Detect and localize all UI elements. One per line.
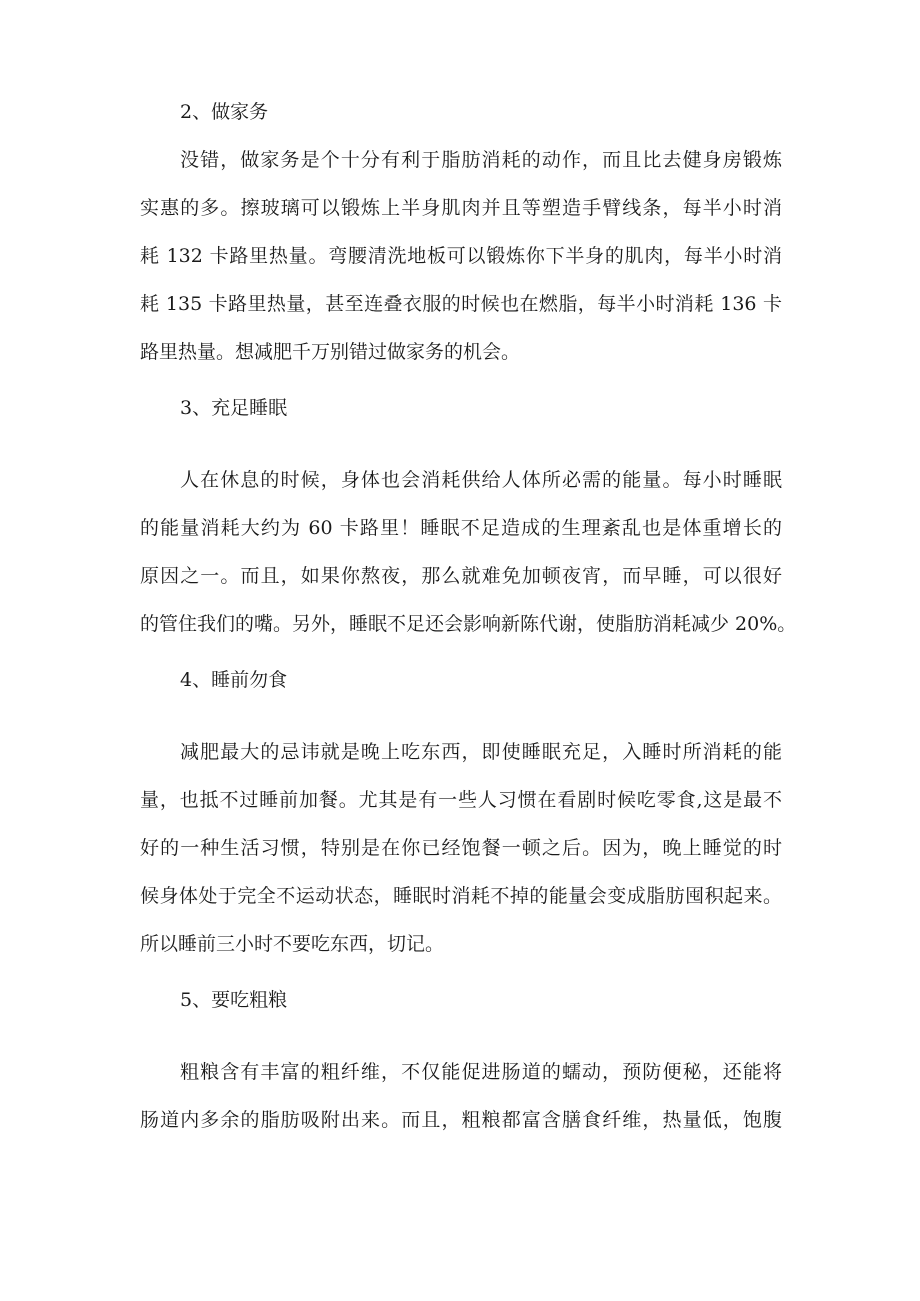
paragraph-line: 耗 135 卡路里热量，甚至连叠衣服的时候也在燃脂，每半小时消耗 136 卡 [140, 293, 782, 315]
paragraph-line: 所以睡前三小时不要吃东西，切记。 [140, 933, 445, 955]
section-heading-housework: 2、做家务 [180, 101, 269, 123]
paragraph-line: 没错，做家务是个十分有利于脂肪消耗的动作，而且比去健身房锻炼 [180, 149, 782, 171]
paragraph-line: 的管住我们的嘴。另外，睡眠不足还会影响新陈代谢，使脂肪消耗减少 20%。 [140, 613, 797, 635]
paragraph-line: 耗 132 卡路里热量。弯腰清洗地板可以锻炼你下半身的肌肉，每半小时消 [140, 245, 782, 267]
paragraph-line: 原因之一。而且，如果你熬夜，那么就难免加顿夜宵，而早睡，可以很好 [140, 565, 782, 587]
section-heading-no-bedtime-eating: 4、睡前勿食 [180, 669, 288, 691]
paragraph-line: 减肥最大的忌讳就是晚上吃东西，即使睡眠充足，入睡时所消耗的能 [180, 741, 782, 763]
paragraph-line: 人在休息的时候，身体也会消耗供给人体所必需的能量。每小时睡眠 [180, 469, 782, 491]
paragraph-line: 路里热量。想减肥千万别错过做家务的机会。 [140, 341, 521, 363]
paragraph-line: 粗粮含有丰富的粗纤维，不仅能促进肠道的蠕动，预防便秘，还能将 [180, 1061, 782, 1083]
section-heading-sleep: 3、充足睡眠 [180, 397, 288, 419]
paragraph-line: 好的一种生活习惯，特别是在你已经饱餐一顿之后。因为，晚上睡觉的时 [140, 837, 782, 859]
paragraph-line: 实惠的多。擦玻璃可以锻炼上半身肌肉并且等塑造手臂线条，每半小时消 [140, 197, 782, 219]
section-heading-whole-grains: 5、要吃粗粮 [180, 989, 288, 1011]
paragraph-line: 的能量消耗大约为 60 卡路里！睡眠不足造成的生理紊乱也是体重增长的 [140, 517, 782, 539]
paragraph-line: 量，也抵不过睡前加餐。尤其是有一些人习惯在看剧时候吃零食,这是最不 [140, 789, 782, 811]
paragraph-line: 候身体处于完全不运动状态，睡眠时消耗不掉的能量会变成脂肪囤积起来。 [140, 885, 782, 907]
paragraph-line: 肠道内多余的脂肪吸附出来。而且，粗粮都富含膳食纤维，热量低，饱腹 [140, 1109, 782, 1131]
